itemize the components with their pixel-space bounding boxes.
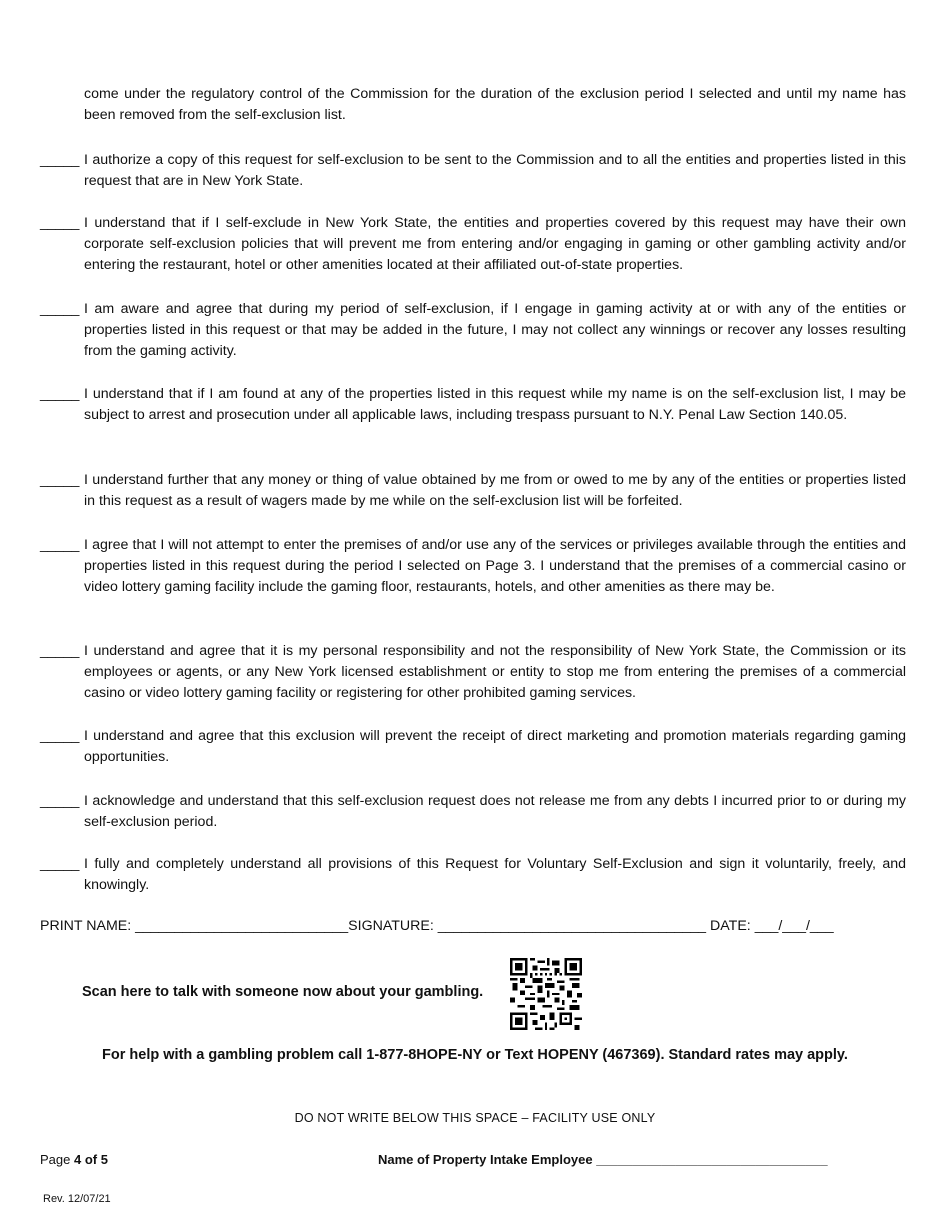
scan-prompt: Scan here to talk with someone now about your gambling. bbox=[82, 984, 484, 1000]
signature-label: SIGNATURE: bbox=[348, 918, 434, 934]
consent-item-9 bbox=[40, 791, 906, 833]
page-number bbox=[40, 1152, 108, 1167]
intake-label: Name of Property Intake Employee bbox=[378, 1152, 597, 1167]
consent-text: I understand further that any money or thing of value obtained by me from or owed to me by any of the entities or properties listed in this request as a result of wagers made by me while on the self-exclusion list will be forfeited. bbox=[84, 472, 906, 509]
initial-blank[interactable]: _____ bbox=[40, 472, 80, 488]
initial-blank[interactable]: _____ bbox=[40, 643, 80, 659]
consent-item-8 bbox=[40, 726, 906, 768]
initial-blank[interactable]: _____ bbox=[40, 215, 80, 231]
consent-text: I understand and agree that this exclusion will prevent the receipt of direct marketing and promotion materials regarding gaming opportunities. bbox=[84, 728, 906, 765]
page-label: Page bbox=[40, 1152, 74, 1167]
intake-field[interactable]: ________________________________ bbox=[596, 1152, 828, 1167]
consent-item-6 bbox=[40, 535, 906, 598]
initial-blank[interactable]: _____ bbox=[40, 793, 80, 809]
initial-blank[interactable]: _____ bbox=[40, 856, 80, 872]
continuation-paragraph: come under the regulatory control of the Commission for the duration of the exclusion period I selected and until my name has been removed from the self-exclusion list. bbox=[84, 86, 906, 123]
consent-text: I understand that if I self-exclude in New York State, the entities and properties covered by this request may have their own corporate self-exclusion policies that will prevent me from entering and/or engaging in gaming or other gambling activity and/or entering the restaurant, hotel or other amenities located at their affiliated out-of-state properties. bbox=[84, 215, 906, 273]
print-name-field[interactable]: ___________________________ bbox=[131, 918, 349, 934]
consent-text: I acknowledge and understand that this self-exclusion request does not release me from any debts I incurred prior to or during my self-exclusion period. bbox=[84, 793, 906, 830]
initial-blank[interactable]: _____ bbox=[40, 152, 80, 168]
revision-date: Rev. 12/07/21 bbox=[43, 1193, 111, 1205]
initial-blank[interactable]: _____ bbox=[40, 301, 80, 317]
facility-use-notice: DO NOT WRITE BELOW THIS SPACE – FACILITY USE ONLY bbox=[294, 1111, 656, 1125]
consent-item-4 bbox=[40, 384, 906, 426]
print-name-label: PRINT NAME: bbox=[40, 918, 132, 934]
signature-field[interactable]: __________________________________ bbox=[433, 918, 711, 934]
consent-item-3 bbox=[40, 299, 906, 362]
consent-item-5 bbox=[40, 470, 906, 512]
consent-item-7 bbox=[40, 641, 906, 704]
consent-item-1 bbox=[40, 150, 906, 192]
consent-text: I authorize a copy of this request for self-exclusion to be sent to the Commission and to all the entities and properties listed in this request that are in New York State. bbox=[84, 152, 906, 189]
initial-blank[interactable]: _____ bbox=[40, 728, 80, 744]
consent-text: I understand that if I am found at any of the properties listed in this request while my name is on the self-exclusion list, I may be subject to arrest and prosecution under all applicable laws, including trespass pursuant to N.Y. Penal Law Section 140.05. bbox=[84, 386, 906, 423]
consent-text: I understand and agree that it is my personal responsibility and not the responsibility of New York State, the Commission or its employees or agents, or any New York licensed establishment or entity to stop me from entering the premises of a commercial casino or video lottery gaming facility or registering for other prohibited gaming services. bbox=[84, 643, 906, 701]
qr-code-icon[interactable] bbox=[510, 958, 582, 1030]
initial-blank[interactable]: _____ bbox=[40, 537, 80, 553]
date-field[interactable]: ___/___/___ bbox=[750, 918, 834, 934]
help-line: For help with a gambling problem call 1-877-8HOPE-NY or Text HOPENY (467369). Standard rates may apply. bbox=[102, 1047, 848, 1063]
intake-employee-line bbox=[378, 1152, 828, 1167]
consent-item-2 bbox=[40, 213, 906, 276]
consent-text: I fully and completely understand all provisions of this Request for Voluntary Self-Exclusion and sign it voluntarily, freely, and knowingly. bbox=[84, 856, 906, 893]
date-label: DATE: bbox=[710, 918, 751, 934]
consent-text: I agree that I will not attempt to enter the premises of and/or use any of the services or privileges available through the entities and properties listed in this request during the period I selected on Page 3. I understand that the premises of a commercial casino or video lottery gaming facility include the gaming floor, restaurants, hotels, and other amenities as there may be. bbox=[84, 537, 906, 595]
page-count: 4 of 5 bbox=[73, 1152, 108, 1167]
consent-item-10 bbox=[40, 854, 906, 896]
initial-blank[interactable]: _____ bbox=[40, 386, 80, 402]
consent-text: I am aware and agree that during my period of self-exclusion, if I engage in gaming activity at or with any of the entities or properties listed in this request or that may be added in the future, I may not collect any winnings or recover any losses resulting from the gaming activity. bbox=[84, 301, 906, 359]
signature-line bbox=[40, 918, 834, 934]
